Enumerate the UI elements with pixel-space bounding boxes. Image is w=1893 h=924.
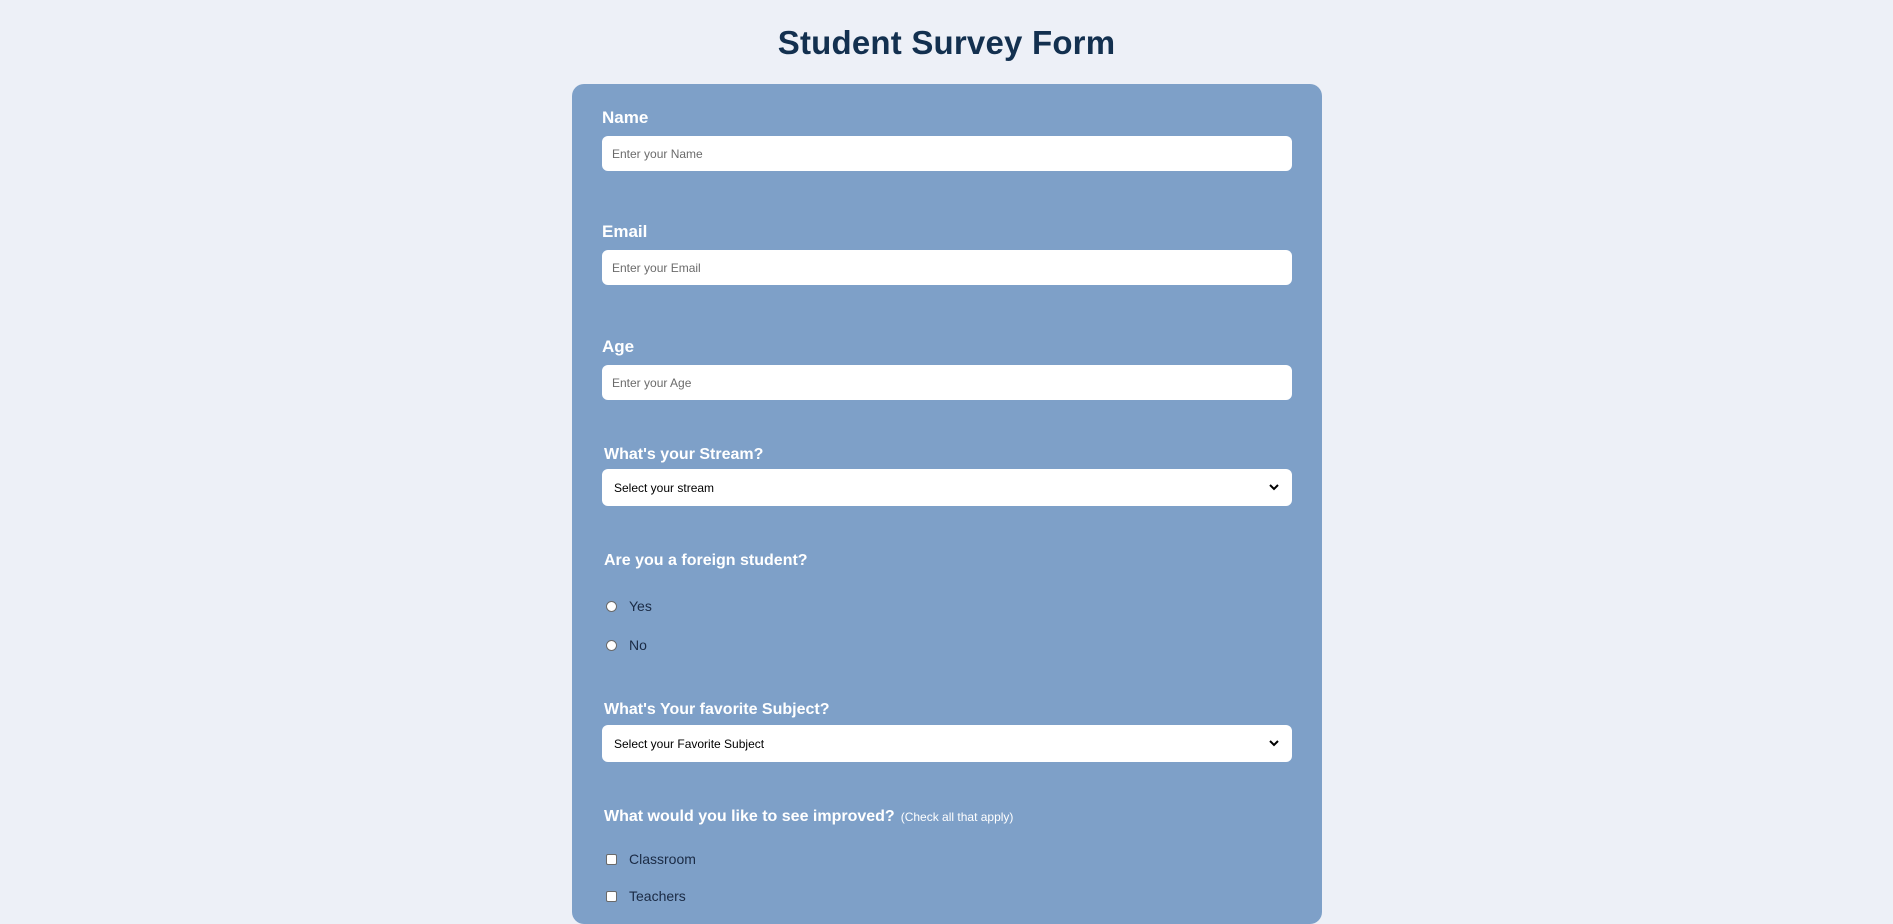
- foreign-yes-label: Yes: [629, 598, 652, 614]
- email-label: Email: [602, 222, 648, 241]
- improve-note: (Check all that apply): [900, 810, 1014, 824]
- improve-classroom-option[interactable]: [606, 851, 696, 867]
- subject-label: What's Your favorite Subject?: [604, 701, 830, 718]
- foreign-no-label: No: [629, 637, 647, 653]
- classroom-checkbox[interactable]: [606, 854, 617, 865]
- chevron-down-icon: [1268, 482, 1280, 494]
- improve-label: [604, 808, 1013, 826]
- survey-form: [572, 84, 1322, 924]
- foreign-no-radio[interactable]: [606, 640, 617, 651]
- age-label: Age: [602, 337, 635, 356]
- stream-label: What's your Stream?: [604, 446, 764, 463]
- email-input[interactable]: [602, 250, 1292, 285]
- age-input[interactable]: [602, 365, 1292, 400]
- chevron-down-icon: [1268, 738, 1280, 750]
- foreign-no-option[interactable]: [606, 637, 647, 653]
- teachers-label: Teachers: [629, 888, 686, 904]
- stream-select-value: Select your stream: [614, 480, 715, 495]
- improve-teachers-option[interactable]: [606, 888, 686, 904]
- foreign-student-label: Are you a foreign student?: [604, 552, 808, 569]
- foreign-yes-option[interactable]: [606, 598, 652, 614]
- name-label: Name: [602, 108, 649, 127]
- subject-select[interactable]: [602, 725, 1292, 762]
- classroom-label: Classroom: [629, 851, 696, 867]
- subject-select-value: Select your Favorite Subject: [614, 736, 765, 751]
- name-input[interactable]: [602, 136, 1292, 171]
- improve-question: What would you like to see improved?: [604, 808, 895, 825]
- page-title: Student Survey Form: [777, 24, 1116, 61]
- stream-select[interactable]: [602, 469, 1292, 506]
- foreign-yes-radio[interactable]: [606, 601, 617, 612]
- teachers-checkbox[interactable]: [606, 891, 617, 902]
